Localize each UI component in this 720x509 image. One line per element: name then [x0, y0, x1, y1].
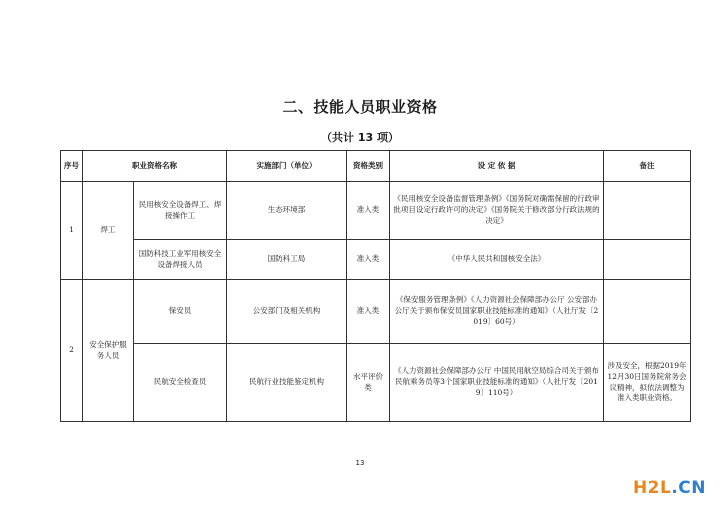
table-row: [61, 344, 691, 422]
row-name: 保安员: [134, 280, 227, 344]
row-name: 国防科技工业军用核安全设备焊接人员: [134, 240, 227, 280]
row-basis: 《人力资源社会保障部办公厅 中国民用航空局综合司关于颁布民航乘务员等3个国家职业技能标准的通知》（人社厅发〔2019〕110号）: [390, 344, 604, 422]
row-group: 焊工: [83, 182, 134, 280]
table-header-row: [61, 151, 691, 182]
row-category: 准入类: [347, 280, 390, 344]
row-name: 民航安全检查员: [134, 344, 227, 422]
site-watermark: [633, 478, 706, 498]
row-note: [604, 240, 691, 280]
row-basis: 《中华人民共和国核安全法》: [390, 240, 604, 280]
table-row: [61, 240, 691, 280]
header-seq: 序号: [61, 151, 83, 182]
table-row: [61, 182, 691, 240]
header-basis: 设 定 依 据: [390, 151, 604, 182]
row-dept: 生态环境部: [227, 182, 347, 240]
watermark-part1: H2L: [632, 478, 672, 498]
header-name: 职业资格名称: [83, 151, 227, 182]
row-group: 安全保护服务人员: [83, 280, 134, 422]
page-number: 13: [355, 459, 365, 467]
row-basis: 《民用核安全设备监督管理条例》《国务院对确需保留的行政审批项目设定行政许可的决定》《国务院关于修改部分行政法规的决定》: [390, 182, 604, 240]
row-basis: 《保安服务管理条例》《人力资源社会保障部办公厅 公安部办公厅关于颁布保安员国家职业技能标准的通知》（人社厅发〔2019〕60号）: [390, 280, 604, 344]
header-note: 备注: [604, 151, 691, 182]
row-note: [604, 182, 691, 240]
page-subtitle: （共计 13 项）: [321, 131, 399, 144]
row-seq: 1: [61, 182, 83, 280]
watermark-part2: .CN: [671, 478, 706, 498]
qualification-table: [60, 150, 691, 422]
row-category: 准入类: [347, 182, 390, 240]
row-category: 准入类: [347, 240, 390, 280]
table-row: [61, 280, 691, 344]
row-seq: 2: [61, 280, 83, 422]
row-dept: 国防科工局: [227, 240, 347, 280]
page-title: 二、技能人员职业资格: [282, 98, 438, 116]
row-dept: 公安部门及相关机构: [227, 280, 347, 344]
row-note: [604, 280, 691, 344]
row-note: 涉及安全，根据2019年12月30日国务院常务会议精神，拟依法调整为准入类职业资格。: [604, 344, 691, 422]
header-dept: 实施部门（单位）: [227, 151, 347, 182]
header-category: 资格类别: [347, 151, 390, 182]
row-name: 民用核安全设备焊工、焊接操作工: [134, 182, 227, 240]
row-category: 水平评价类: [347, 344, 390, 422]
row-dept: 民航行业技能鉴定机构: [227, 344, 347, 422]
